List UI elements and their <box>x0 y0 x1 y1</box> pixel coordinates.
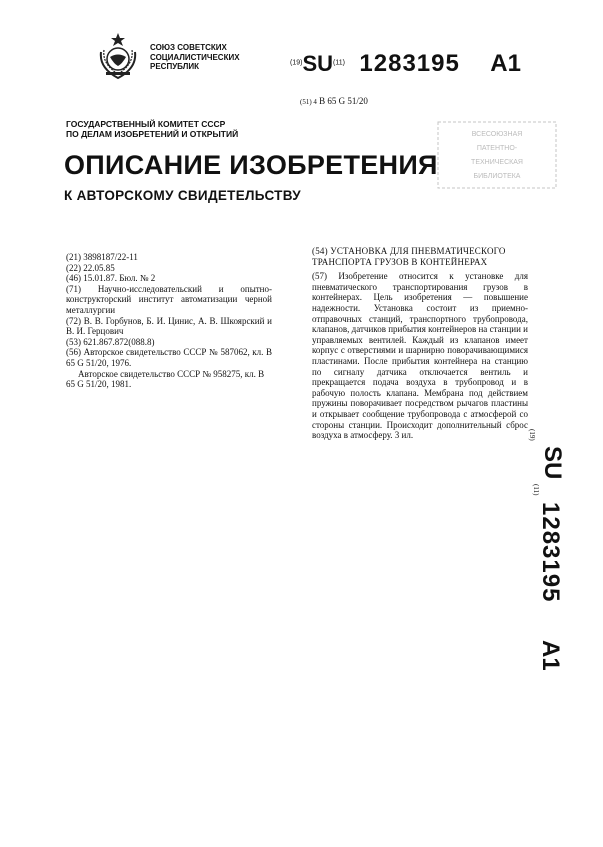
side-country-code: SU <box>539 446 566 480</box>
biblio-item: (21) 3898187/22-11 <box>66 252 138 262</box>
ipc-value: B 65 G 51/20 <box>319 96 368 106</box>
side-inid-code-11: (11) <box>532 484 540 496</box>
stamp-line: ТЕХНИЧЕСКАЯ <box>471 159 523 166</box>
org-line: СОЮЗ СОВЕТСКИХ <box>150 43 227 52</box>
patent-number: 1283195 <box>359 50 460 77</box>
country-code: SU <box>302 51 334 76</box>
library-stamp <box>436 120 558 190</box>
biblio-item: (22) 22.05.85 <box>66 262 115 273</box>
biblio-item: (71) Научно-исследовательский и опытно-конструкторский институт автоматизации черной металлургии <box>66 283 272 315</box>
side-kind-code: A1 <box>537 640 564 671</box>
kind-code: A1 <box>490 50 521 77</box>
ipc-classification <box>300 96 368 106</box>
biblio-item: Авторское свидетельство СССР № 958275, кл. В 65 G 51/20, 1981. <box>66 368 265 390</box>
bibliographic-data <box>66 252 272 390</box>
state-committee-label <box>66 119 266 139</box>
org-line: СОЦИАЛИСТИЧЕСКИХ <box>150 52 240 62</box>
side-patent-number: 1283195 <box>537 502 564 603</box>
patent-number-line <box>290 50 521 78</box>
inid-code-51: (51) 4 <box>300 98 317 106</box>
stamp-line: БИБЛИОТЕКА <box>473 173 521 180</box>
invention-abstract: (57) Изобретение относится к установке для пневматического транспортирования грузов в контейнерах. Цель изобретения — повышение надежности. Установка состоит из приемно-отправочных станций, транспортного трубопровода, клапанов, датчиков прибытия контейнеров на станции и управляемых вентилей. Каждый из клапанов имеет корпус с отверстиями и шарнирно поворачивающимися пластинами. После прибытия контейнера на станцию по сигналу датчика отключается вентиль и прекращается подача воздуха в трубопровод и в рабочую полость клапана. Мембрана под действием пружины поворачивает посредством рычагов пластины и открывает сообщение трубопровода с атмосферой со стороны станции. Происходит дополнительный сброс воздуха в атмосферу. 3 ил. <box>312 271 528 441</box>
inid-code-19: (19) <box>290 59 303 67</box>
invention-title: (54) УСТАНОВКА ДЛЯ ПНЕВМАТИЧЕСКОГО ТРАНСПОРТА ГРУЗОВ В КОНТЕЙНЕРАХ <box>312 246 506 267</box>
stamp-line: ПАТЕНТНО- <box>476 145 518 152</box>
invention-description <box>312 246 528 441</box>
committee-line: ПО ДЕЛАМ ИЗОБРЕТЕНИЙ И ОТКРЫТИЙ <box>66 129 239 139</box>
committee-line: ГОСУДАРСТВЕННЫЙ КОМИТЕТ СССР <box>66 119 226 129</box>
org-line: РЕСПУБЛИК <box>150 62 199 71</box>
document-subtitle: К АВТОРСКОМУ СВИДЕТЕЛЬСТВУ <box>64 188 301 203</box>
biblio-item: (56) Авторское свидетельство СССР № 587062, кл. В 65 G 51/20, 1976. <box>66 347 272 368</box>
biblio-item: (72) В. В. Горбунов, Б. И. Цинис, А. В. Шкоярский и В. И. Герцович <box>66 315 272 337</box>
biblio-item: (46) 15.01.87. Бюл. № 2 <box>66 273 156 284</box>
side-inid-code-19: (19) <box>528 429 536 441</box>
ussr-emblem-icon <box>96 32 140 80</box>
inid-code-11: (11) <box>333 59 345 67</box>
stamp-line: ВСЕСОЮЗНАЯ <box>471 131 523 138</box>
biblio-item: (53) 621.867.872(088.8) <box>66 336 155 347</box>
document-title: ОПИСАНИЕ ИЗОБРЕТЕНИЯ <box>64 150 438 180</box>
country-union-label <box>150 43 260 72</box>
